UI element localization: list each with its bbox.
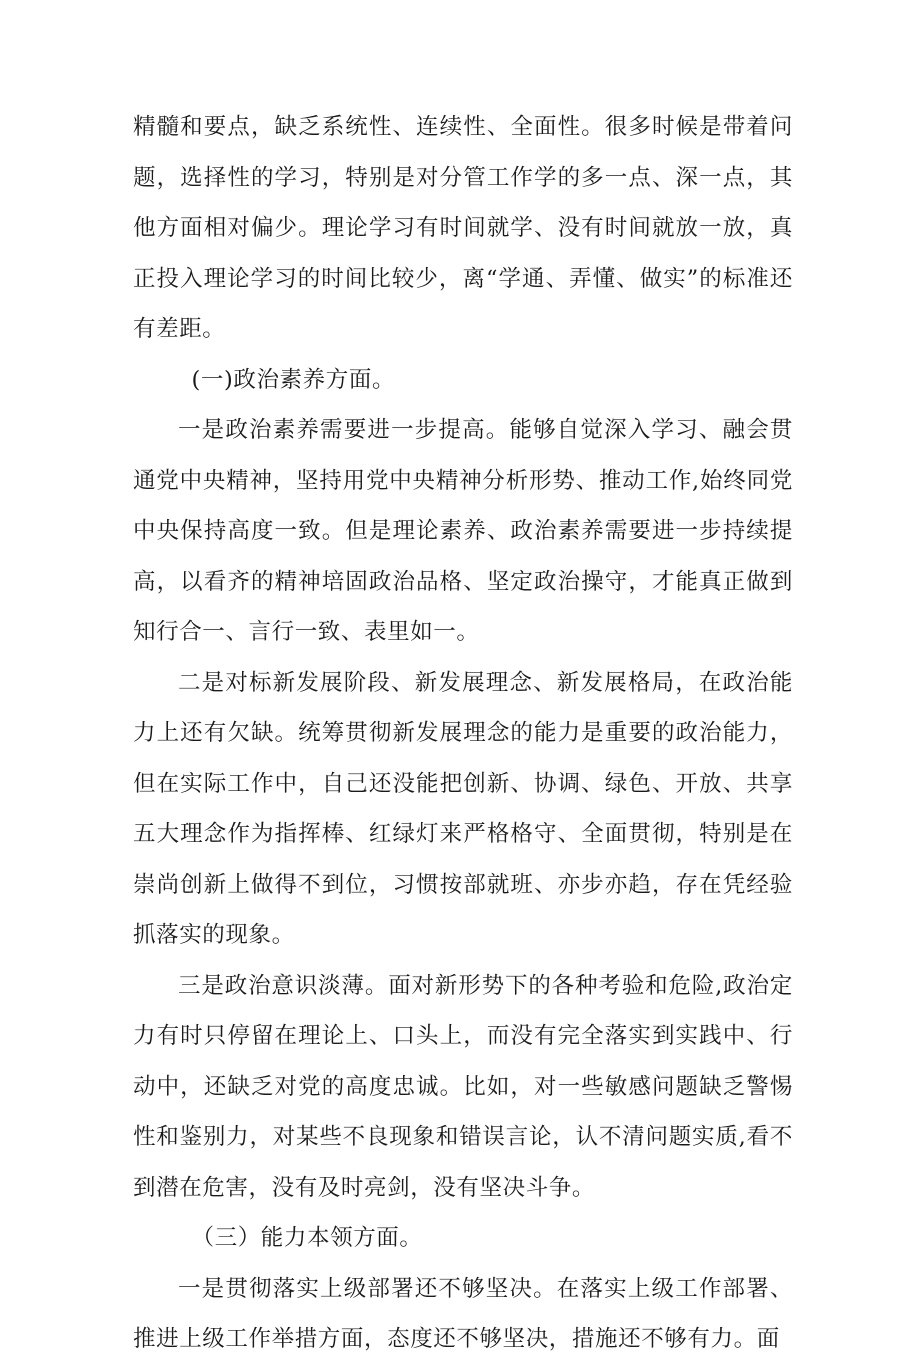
paragraph-political-awareness-3: 三是政治意识淡薄。面对新形势下的各种考验和危险,政治定力有时只停留在理论上、口头上，而没有完全落实到实践中、行动中，还缺乏对党的高度忠诚。比如，对一些敏感问题缺乏警惕性和鉴别力，对某些不良现象和错误言论，认不清问题实质,看不到潜在危害，没有及时亮剑，没有坚决斗争。 xyxy=(133,972,793,1201)
paragraph-implementation-1: 一是贯彻落实上级部署还不够坚决。在落实上级工作部署、推进上级工作举措方面，态度还不够坚决，措施还不够有力。面 xyxy=(133,1275,793,1352)
paragraph-political-literacy-1: 一是政治素养需要进一步提高。能够自觉深入学习、融会贯通党中央精神，坚持用党中央精神分析形势、推动工作,始终同党中央保持高度一致。但是理论素养、政治素养需要进一步持续提高，以看齐的精神培固政治品格、坚定政治操守，才能真正做到知行合一、言行一致、表里如一。 xyxy=(133,417,793,645)
section-heading-political-literacy: (一)政治素养方面。 xyxy=(191,366,396,393)
document-body xyxy=(133,102,793,1365)
section-heading-capability: （三）能力本领方面。 xyxy=(191,1225,423,1251)
paragraph-continuation: 精髓和要点，缺乏系统性、连续性、全面性。很多时候是带着问题，选择性的学习，特别是对分管工作学的多一点、深一点，其他方面相对偏少。理论学习有时间就学、没有时间就放一放，真正投入理论学习的时间比较少，离“学通、弄懂、做实”的标准还有差距。 xyxy=(133,114,793,342)
paragraph-political-ability-2: 二是对标新发展阶段、新发展理念、新发展格局，在政治能力上还有欠缺。统筹贯彻新发展理念的能力是重要的政治能力，但在实际工作中，自己还没能把创新、协调、绿色、开放、共享五大理念作为指挥棒、红绿灯来严格格守、全面贯彻，特别是在崇尚创新上做得不到位，习惯按部就班、亦步亦趋，存在凭经验抓落实的现象。 xyxy=(133,669,793,948)
